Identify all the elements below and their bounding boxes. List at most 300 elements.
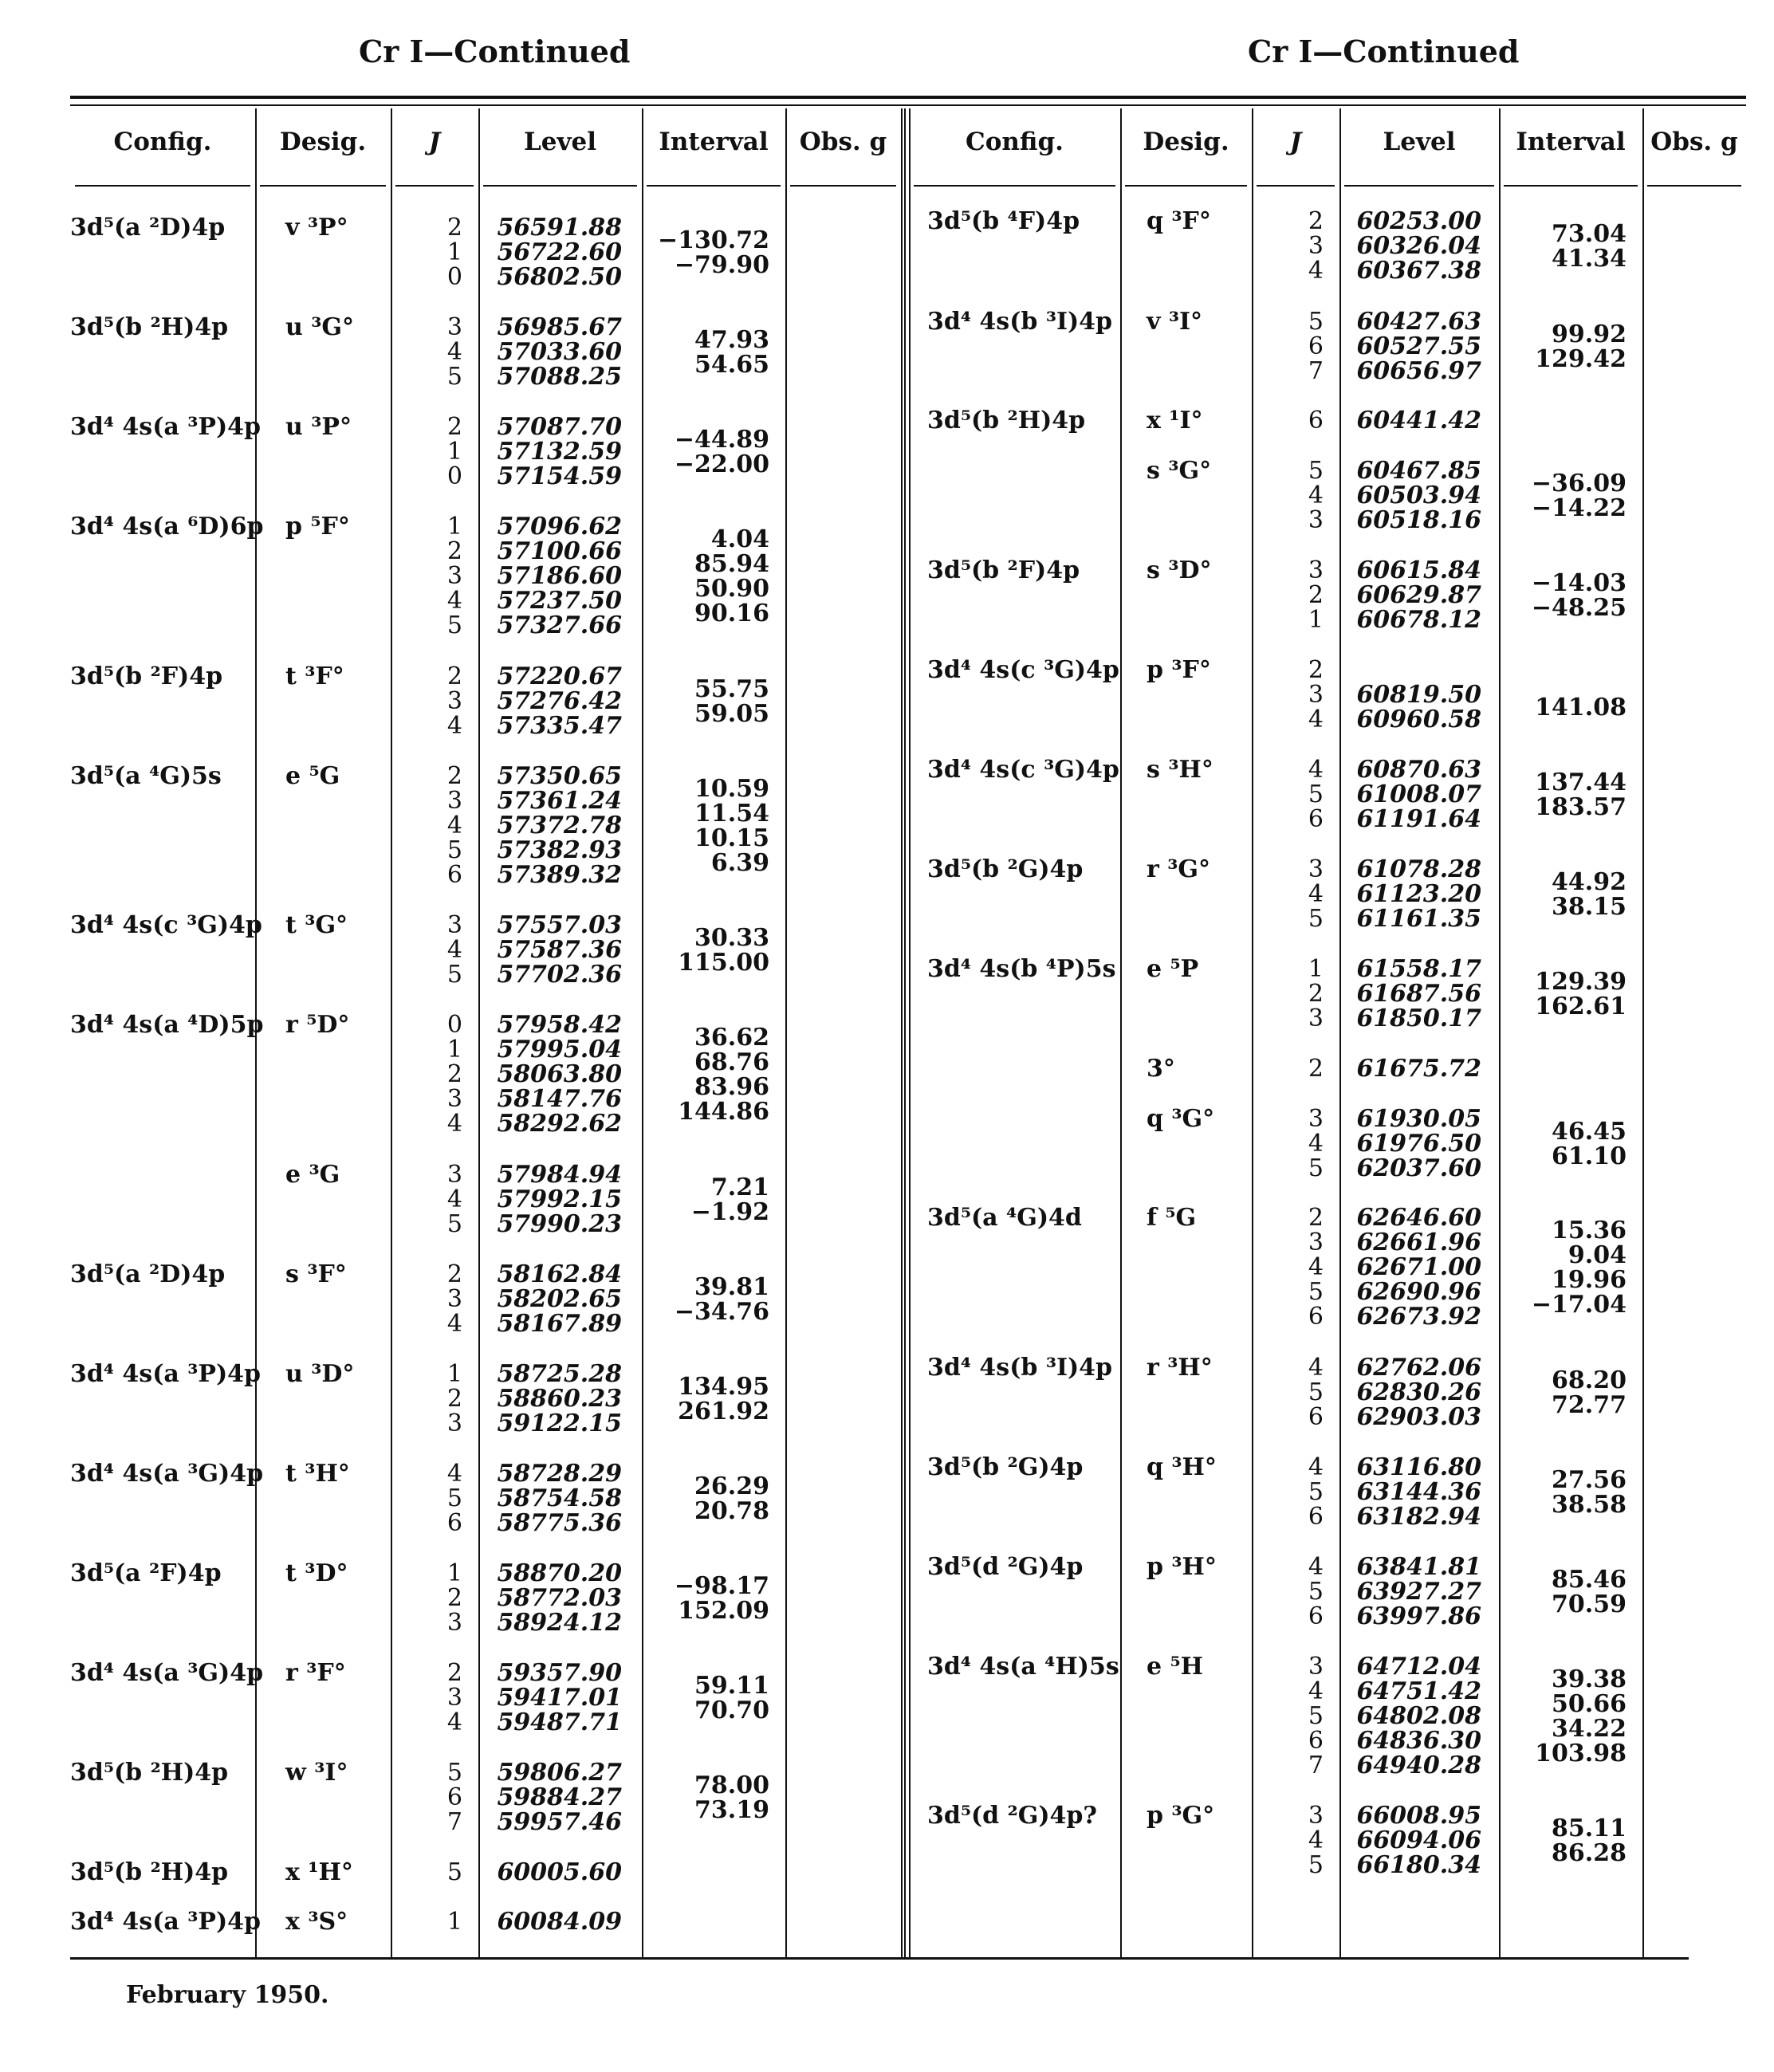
left-j-cell: 4: [446, 936, 462, 964]
left-interval-cell: 59.11: [694, 1671, 769, 1700]
left-header-underline: [75, 185, 250, 187]
right-config-cell: 3d⁴ 4s(b ⁴P)5s: [927, 955, 1116, 983]
left-j-cell: 5: [446, 961, 462, 989]
right-level-cell: 60326.04: [1356, 232, 1481, 260]
left-interval-cell: 47.93: [694, 325, 769, 354]
right-config-cell: 3d⁵(b ²F)4p: [927, 556, 1080, 584]
left-level-cell: 57992.15: [497, 1185, 622, 1213]
right-j-cell: 6: [1308, 1303, 1324, 1331]
right-j-cell: 3: [1308, 1802, 1324, 1830]
left-j-cell: 2: [446, 762, 462, 790]
right-interval-cell: 137.44: [1535, 768, 1626, 796]
left-level-cell: 57557.03: [497, 911, 622, 939]
right-interval-cell: −36.09: [1531, 469, 1626, 497]
left-desig-cell: r ³F°: [285, 1659, 346, 1687]
right-config-cell: 3d⁴ 4s(a ⁴H)5s: [927, 1653, 1119, 1681]
left-j-cell: 4: [446, 712, 462, 740]
left-level-cell: 57327.66: [497, 611, 622, 639]
right-interval-cell: 38.15: [1552, 892, 1626, 921]
right-interval-cell: 38.58: [1552, 1490, 1626, 1519]
left-interval-cell: −1.92: [690, 1197, 769, 1226]
right-j-cell: 3: [1308, 681, 1324, 709]
left-j-cell: 4: [446, 1708, 462, 1736]
right-level-cell: 66008.95: [1356, 1802, 1481, 1830]
right-header-level: Level: [1383, 128, 1456, 156]
right-interval-cell: 68.20: [1552, 1366, 1626, 1394]
right-desig-cell: v ³I°: [1147, 308, 1203, 336]
right-j-cell: 2: [1308, 1204, 1324, 1232]
left-interval-cell: 39.81: [694, 1272, 769, 1301]
right-interval-cell: 85.11: [1552, 1814, 1626, 1842]
right-j-cell: 2: [1308, 656, 1324, 684]
left-interval-cell: 115.00: [678, 948, 769, 977]
right-header-j: J: [1289, 128, 1302, 156]
right-j-cell: 6: [1308, 332, 1324, 360]
left-header-level: Level: [523, 128, 597, 156]
right-header-underline: [914, 185, 1115, 187]
page-title-left: Cr I—Continued: [359, 33, 631, 69]
right-interval-cell: 41.34: [1552, 244, 1626, 273]
table-top-rule-thin: [70, 104, 1746, 106]
right-j-cell: 7: [1308, 357, 1324, 385]
left-level-cell: 56722.60: [497, 238, 622, 266]
right-interval-cell: 44.92: [1552, 867, 1626, 896]
right-level-cell: 63841.81: [1356, 1553, 1481, 1581]
right-config-cell: 3d⁵(d ²G)4p: [927, 1553, 1084, 1581]
right-j-cell: 5: [1308, 1851, 1324, 1879]
right-desig-cell: q ³H°: [1147, 1453, 1217, 1481]
right-level-cell: 62762.06: [1356, 1354, 1481, 1382]
left-interval-cell: 10.15: [694, 824, 769, 852]
left-config-cell: 3d⁵(b ²F)4p: [70, 662, 223, 690]
left-level-cell: 56591.88: [497, 214, 622, 242]
left-config-cell: 3d⁵(a ⁴G)5s: [70, 762, 222, 790]
right-config-cell: 3d⁴ 4s(b ³I)4p: [927, 1354, 1113, 1382]
left-j-cell: 5: [446, 1484, 462, 1512]
left-j-cell: 5: [446, 1759, 462, 1787]
right-desig-cell: e ⁵H: [1147, 1653, 1204, 1681]
left-j-cell: 1: [446, 513, 462, 541]
left-level-cell: 58754.58: [497, 1484, 622, 1512]
right-config-cell: 3d⁴ 4s(c ³G)4p: [927, 756, 1119, 784]
center-divider: [904, 108, 906, 1958]
left-interval-cell: 4.04: [710, 525, 769, 553]
right-header-desig: Desig.: [1143, 128, 1229, 156]
left-j-cell: 4: [446, 812, 462, 839]
left-level-cell: 59357.90: [497, 1659, 622, 1687]
right-j-cell: 1: [1308, 606, 1324, 634]
right-desig-cell: p ³F°: [1147, 656, 1211, 684]
right-level-cell: 64751.42: [1356, 1677, 1481, 1705]
left-interval-cell: −130.72: [658, 226, 769, 254]
right-header-underline: [1344, 185, 1494, 187]
right-interval-cell: −14.03: [1531, 568, 1626, 597]
left-column-divider: [901, 108, 903, 1958]
left-config-cell: 3d⁴ 4s(a ³P)4p: [70, 1908, 262, 1936]
right-level-cell: 61191.64: [1356, 805, 1481, 833]
left-level-cell: 58063.80: [497, 1060, 622, 1088]
left-level-cell: 57350.65: [497, 762, 622, 790]
right-level-cell: 61078.28: [1356, 855, 1481, 883]
left-config-cell: 3d⁴ 4s(a ³G)4p: [70, 1460, 264, 1488]
right-config-cell: 3d⁵(b ²G)4p: [927, 1453, 1084, 1481]
left-j-cell: 1: [446, 1559, 462, 1587]
left-level-cell: 59884.27: [497, 1783, 622, 1811]
left-level-cell: 58202.65: [497, 1285, 622, 1313]
left-j-cell: 1: [446, 238, 462, 266]
left-desig-cell: x ¹H°: [285, 1858, 353, 1886]
left-j-cell: 5: [446, 836, 462, 864]
left-j-cell: 2: [446, 1060, 462, 1088]
left-header-j: J: [428, 128, 441, 156]
left-desig-cell: t ³F°: [285, 662, 344, 690]
right-j-cell: 5: [1308, 308, 1324, 336]
right-desig-cell: p ³G°: [1147, 1802, 1215, 1830]
right-level-cell: 60819.50: [1356, 681, 1481, 709]
right-config-cell: 3d⁵(b ²G)4p: [927, 855, 1084, 883]
right-level-cell: 60467.85: [1356, 457, 1481, 485]
right-level-cell: 60615.84: [1356, 556, 1481, 584]
right-header-underline: [1647, 185, 1741, 187]
right-j-cell: 3: [1308, 1229, 1324, 1256]
right-level-cell: 61976.50: [1356, 1130, 1481, 1158]
left-j-cell: 7: [446, 1808, 462, 1836]
left-j-cell: 0: [446, 462, 462, 490]
left-j-cell: 3: [446, 562, 462, 590]
left-level-cell: 58167.89: [497, 1310, 622, 1338]
right-j-cell: 3: [1308, 855, 1324, 883]
right-j-cell: 4: [1308, 1453, 1324, 1481]
right-level-cell: 62037.60: [1356, 1154, 1481, 1182]
left-level-cell: 57990.23: [497, 1210, 622, 1238]
left-level-cell: 57372.78: [497, 812, 622, 839]
right-j-cell: 3: [1308, 1005, 1324, 1032]
left-level-cell: 57237.50: [497, 587, 622, 615]
right-interval-cell: 183.57: [1535, 792, 1626, 821]
left-level-cell: 58772.03: [497, 1584, 622, 1612]
right-level-cell: 62661.96: [1356, 1229, 1481, 1256]
right-column-divider: [909, 108, 911, 1958]
right-level-cell: 61123.20: [1356, 880, 1481, 908]
right-interval-cell: 72.77: [1552, 1390, 1626, 1419]
right-interval-cell: 73.04: [1552, 219, 1626, 248]
right-level-cell: 60527.55: [1356, 332, 1481, 360]
left-level-cell: 60084.09: [497, 1908, 622, 1936]
left-j-cell: 6: [446, 861, 462, 889]
right-level-cell: 62903.03: [1356, 1403, 1481, 1431]
right-j-cell: 7: [1308, 1752, 1324, 1779]
left-config-cell: 3d⁵(b ²H)4p: [70, 313, 229, 341]
right-level-cell: 64836.30: [1356, 1727, 1481, 1755]
right-header-obs-g: Obs. g: [1650, 128, 1738, 156]
left-header-underline: [790, 185, 896, 187]
right-level-cell: 66094.06: [1356, 1826, 1481, 1854]
left-j-cell: 3: [446, 1410, 462, 1437]
right-j-cell: 4: [1308, 1253, 1324, 1281]
left-config-cell: 3d⁴ 4s(a ³G)4p: [70, 1659, 264, 1687]
left-j-cell: 5: [446, 363, 462, 391]
left-interval-cell: 6.39: [710, 848, 769, 877]
left-config-cell: 3d⁴ 4s(a ⁴D)5p: [70, 1011, 264, 1039]
left-interval-cell: 134.95: [678, 1372, 769, 1401]
left-interval-cell: 70.70: [694, 1696, 769, 1724]
left-level-cell: 57361.24: [497, 787, 622, 815]
left-j-cell: 4: [446, 587, 462, 615]
left-header-desig: Desig.: [279, 128, 367, 156]
right-j-cell: 4: [1308, 756, 1324, 784]
left-interval-cell: 11.54: [694, 799, 769, 828]
right-desig-cell: s ³D°: [1147, 556, 1212, 584]
left-interval-cell: 20.78: [694, 1496, 769, 1525]
left-j-cell: 5: [446, 611, 462, 639]
left-desig-cell: e ³G: [285, 1161, 340, 1189]
right-interval-cell: 50.66: [1552, 1689, 1626, 1718]
left-level-cell: 57958.42: [497, 1011, 622, 1039]
right-j-cell: 4: [1308, 1553, 1324, 1581]
left-desig-cell: e ⁵G: [285, 762, 340, 790]
right-j-cell: 5: [1308, 1702, 1324, 1730]
left-j-cell: 5: [446, 1858, 462, 1886]
right-config-cell: 3d⁵(b ²H)4p: [927, 407, 1086, 434]
right-j-cell: 2: [1308, 207, 1324, 235]
right-interval-cell: 39.38: [1552, 1665, 1626, 1693]
left-j-cell: 3: [446, 911, 462, 939]
left-level-cell: 57096.62: [497, 513, 622, 541]
right-interval-cell: 86.28: [1552, 1838, 1626, 1867]
left-desig-cell: t ³H°: [285, 1460, 350, 1488]
right-j-cell: 4: [1308, 1354, 1324, 1382]
right-level-cell: 63144.36: [1356, 1478, 1481, 1506]
right-j-cell: 1: [1308, 955, 1324, 983]
left-level-cell: 59806.27: [497, 1759, 622, 1787]
left-header-underline: [647, 185, 781, 187]
left-j-cell: 2: [446, 1260, 462, 1288]
right-j-cell: 5: [1308, 1478, 1324, 1506]
right-j-cell: 5: [1308, 905, 1324, 933]
left-interval-cell: 7.21: [710, 1173, 769, 1201]
right-level-cell: 61930.05: [1356, 1105, 1481, 1133]
right-level-cell: 61558.17: [1356, 955, 1481, 983]
right-j-cell: 3: [1308, 506, 1324, 534]
right-desig-cell: r ³G°: [1147, 855, 1211, 883]
right-j-cell: 4: [1308, 1130, 1324, 1158]
left-config-cell: 3d⁵(a ²D)4p: [70, 214, 226, 242]
page-title-right: Cr I—Continued: [1248, 33, 1520, 69]
left-level-cell: 58292.62: [497, 1110, 622, 1138]
left-level-cell: 59957.46: [497, 1808, 622, 1836]
left-desig-cell: t ³D°: [285, 1559, 348, 1587]
right-level-cell: 60678.12: [1356, 606, 1481, 634]
left-desig-cell: u ³P°: [285, 413, 352, 441]
left-header-underline: [260, 185, 386, 187]
left-j-cell: 2: [446, 1584, 462, 1612]
right-j-cell: 5: [1308, 1578, 1324, 1606]
left-level-cell: 59122.15: [497, 1410, 622, 1437]
right-j-cell: 5: [1308, 1378, 1324, 1406]
right-interval-cell: 27.56: [1552, 1465, 1626, 1494]
left-interval-cell: −34.76: [674, 1297, 769, 1326]
right-config-cell: 3d⁴ 4s(b ³I)4p: [927, 308, 1113, 336]
right-level-cell: 60870.63: [1356, 756, 1481, 784]
right-interval-cell: 129.39: [1535, 967, 1626, 996]
right-j-cell: 6: [1308, 1403, 1324, 1431]
left-j-cell: 3: [446, 1609, 462, 1637]
right-j-cell: 2: [1308, 980, 1324, 1008]
left-level-cell: 57220.67: [497, 662, 622, 690]
left-config-cell: 3d⁴ 4s(a ³P)4p: [70, 413, 262, 441]
right-j-cell: 6: [1308, 1602, 1324, 1630]
left-interval-cell: −79.90: [674, 250, 769, 279]
left-config-cell: 3d⁵(b ²H)4p: [70, 1858, 229, 1886]
left-j-cell: 1: [446, 438, 462, 466]
right-interval-cell: 129.42: [1535, 344, 1626, 373]
right-level-cell: 60441.42: [1356, 407, 1481, 434]
left-desig-cell: w ³I°: [285, 1759, 348, 1787]
right-level-cell: 62690.96: [1356, 1278, 1481, 1306]
right-column-divider: [1252, 108, 1253, 1958]
right-interval-cell: 70.59: [1552, 1590, 1626, 1618]
right-level-cell: 60367.38: [1356, 257, 1481, 285]
left-j-cell: 3: [446, 1085, 462, 1113]
right-level-cell: 62671.00: [1356, 1253, 1481, 1281]
left-header-interval: Interval: [659, 128, 769, 156]
right-desig-cell: x ¹I°: [1147, 407, 1203, 434]
right-config-cell: 3d⁵(a ⁴G)4d: [927, 1204, 1082, 1232]
left-j-cell: 2: [446, 1385, 462, 1413]
left-level-cell: 59487.71: [497, 1708, 622, 1736]
right-level-cell: 61161.35: [1356, 905, 1481, 933]
right-config-cell: 3d⁴ 4s(c ³G)4p: [927, 656, 1119, 684]
left-interval-cell: 36.62: [694, 1023, 769, 1052]
left-interval-cell: −22.00: [674, 450, 769, 478]
left-level-cell: 57087.70: [497, 413, 622, 441]
left-interval-cell: 83.96: [694, 1072, 769, 1101]
left-level-cell: 56802.50: [497, 263, 622, 291]
left-interval-cell: 261.92: [678, 1397, 769, 1425]
footer-date: February 1950.: [126, 1981, 329, 2009]
right-level-cell: 63927.27: [1356, 1578, 1481, 1606]
left-level-cell: 57154.59: [497, 462, 622, 490]
left-level-cell: 57984.94: [497, 1161, 622, 1189]
right-desig-cell: p ³H°: [1147, 1553, 1217, 1581]
right-j-cell: 2: [1308, 1055, 1324, 1083]
left-j-cell: 2: [446, 537, 462, 565]
left-j-cell: 2: [446, 413, 462, 441]
left-interval-cell: 26.29: [694, 1472, 769, 1500]
right-header-config: Config.: [966, 128, 1064, 156]
left-level-cell: 57100.66: [497, 537, 622, 565]
right-level-cell: 60656.97: [1356, 357, 1481, 385]
left-j-cell: 0: [446, 263, 462, 291]
left-j-cell: 4: [446, 1185, 462, 1213]
left-j-cell: 4: [446, 338, 462, 366]
left-j-cell: 3: [446, 1684, 462, 1712]
left-level-cell: 57335.47: [497, 712, 622, 740]
right-desig-cell: q ³F°: [1147, 207, 1211, 235]
right-interval-cell: 46.45: [1552, 1117, 1626, 1146]
right-level-cell: 60253.00: [1356, 207, 1481, 235]
left-j-cell: 1: [446, 1036, 462, 1064]
left-level-cell: 57276.42: [497, 687, 622, 715]
left-j-cell: 4: [446, 1310, 462, 1338]
right-level-cell: 60503.94: [1356, 482, 1481, 509]
right-config-cell: 3d⁵(d ²G)4p?: [927, 1802, 1097, 1830]
right-desig-cell: q ³G°: [1147, 1105, 1215, 1133]
left-header-underline: [483, 185, 637, 187]
right-level-cell: 62673.92: [1356, 1303, 1481, 1331]
left-config-cell: 3d⁴ 4s(c ³G)4p: [70, 911, 262, 939]
left-interval-cell: 144.86: [678, 1097, 769, 1126]
left-level-cell: 57088.25: [497, 363, 622, 391]
left-level-cell: 58924.12: [497, 1609, 622, 1637]
left-level-cell: 57702.36: [497, 961, 622, 989]
left-config-cell: 3d⁵(a ²F)4p: [70, 1559, 222, 1587]
right-level-cell: 61850.17: [1356, 1005, 1481, 1032]
right-level-cell: 60960.58: [1356, 706, 1481, 733]
right-desig-cell: s ³H°: [1147, 756, 1213, 784]
left-level-cell: 58162.84: [497, 1260, 622, 1288]
right-j-cell: 4: [1308, 1677, 1324, 1705]
left-level-cell: 57389.32: [497, 861, 622, 889]
left-interval-cell: 10.59: [694, 774, 769, 803]
right-j-cell: 5: [1308, 457, 1324, 485]
left-interval-cell: 78.00: [694, 1771, 769, 1799]
left-j-cell: 2: [446, 1659, 462, 1687]
left-interval-cell: 55.75: [694, 674, 769, 703]
left-desig-cell: u ³D°: [285, 1360, 355, 1388]
right-level-cell: 64802.08: [1356, 1702, 1481, 1730]
table-top-rule: [70, 96, 1746, 99]
left-j-cell: 1: [446, 1360, 462, 1388]
right-interval-cell: 85.46: [1552, 1565, 1626, 1594]
left-header-config: Config.: [113, 128, 212, 156]
left-config-cell: 3d⁴ 4s(a ³P)4p: [70, 1360, 262, 1388]
right-j-cell: 6: [1308, 407, 1324, 434]
right-j-cell: 4: [1308, 706, 1324, 733]
left-j-cell: 3: [446, 687, 462, 715]
right-interval-cell: 61.10: [1552, 1142, 1626, 1170]
right-column-divider: [1642, 108, 1644, 1958]
right-j-cell: 3: [1308, 1653, 1324, 1681]
right-interval-cell: 34.22: [1552, 1714, 1626, 1743]
right-level-cell: 61008.07: [1356, 780, 1481, 808]
right-desig-cell: 3°: [1147, 1055, 1175, 1083]
left-level-cell: 58775.36: [497, 1509, 622, 1537]
left-j-cell: 3: [446, 313, 462, 341]
left-level-cell: 58860.23: [497, 1385, 622, 1413]
right-j-cell: 5: [1308, 1278, 1324, 1306]
left-header-obs-g: Obs. g: [799, 128, 887, 156]
right-j-cell: 6: [1308, 1503, 1324, 1531]
left-config-cell: 3d⁴ 4s(a ⁶D)6p: [70, 513, 264, 541]
right-interval-cell: 103.98: [1535, 1739, 1626, 1767]
right-level-cell: 62646.60: [1356, 1204, 1481, 1232]
right-j-cell: 4: [1308, 482, 1324, 509]
right-level-cell: 64712.04: [1356, 1653, 1481, 1681]
left-level-cell: 56985.67: [497, 313, 622, 341]
right-j-cell: 5: [1308, 780, 1324, 808]
left-j-cell: 2: [446, 214, 462, 242]
left-level-cell: 57382.93: [497, 836, 622, 864]
left-level-cell: 57132.59: [497, 438, 622, 466]
left-j-cell: 6: [446, 1509, 462, 1537]
right-j-cell: 4: [1308, 880, 1324, 908]
left-interval-cell: 90.16: [694, 599, 769, 627]
left-interval-cell: 73.19: [694, 1795, 769, 1824]
right-interval-cell: −14.22: [1531, 493, 1626, 522]
right-level-cell: 63182.94: [1356, 1503, 1481, 1531]
left-config-cell: 3d⁵(b ²H)4p: [70, 1759, 229, 1787]
